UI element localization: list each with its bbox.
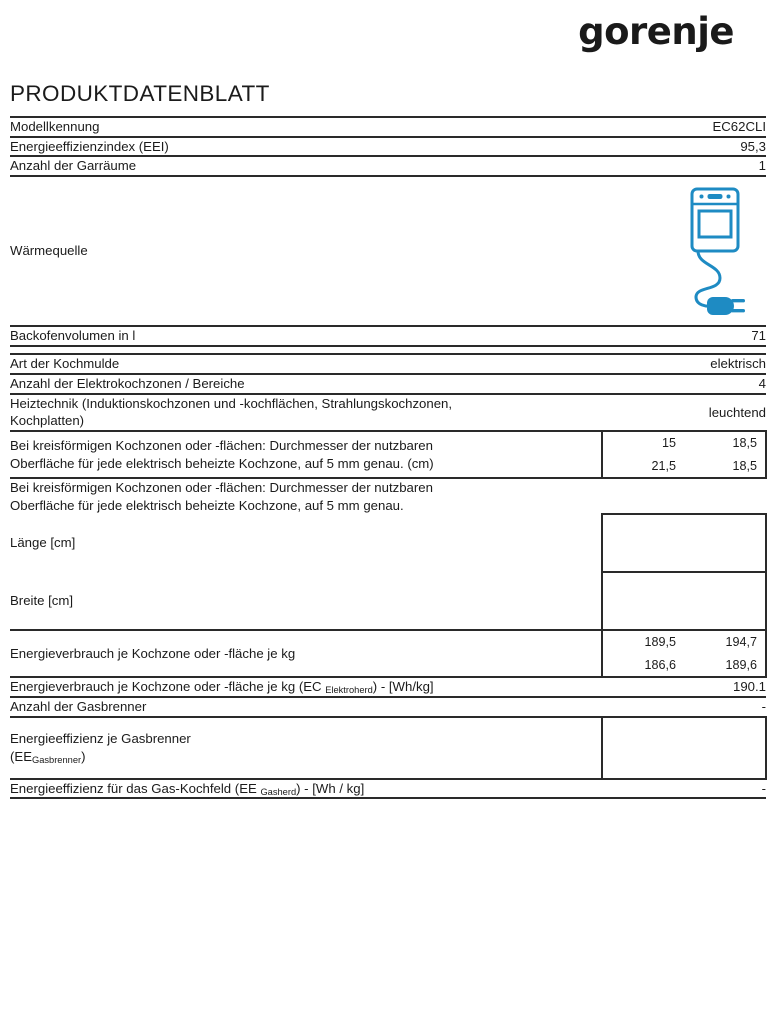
table-row-energy-per-zone bbox=[10, 630, 766, 677]
ee-gasbrenner-line2 bbox=[10, 748, 601, 766]
row-value-energy-per-zone bbox=[602, 630, 766, 677]
row-label-length: Länge [cm] bbox=[10, 535, 76, 551]
row-value-model: EC62CLI bbox=[602, 117, 766, 137]
row-value-diameter-nounit bbox=[602, 478, 766, 515]
diameter-nounit-line2: Oberfläche für jede elektrisch beheizte Kochzone, auf 5 mm genau. bbox=[10, 497, 404, 513]
diameter-nounit-line1: Bei kreisförmigen Kochzonen oder -flächen: Durchmesser der nutzbaren bbox=[10, 479, 433, 495]
ee-gasbrenner-pre: (EE bbox=[10, 748, 32, 764]
table-row-width bbox=[10, 572, 766, 630]
row-value-zones-count: 4 bbox=[602, 374, 766, 394]
row-label-diameter-nounit bbox=[10, 478, 602, 515]
table-row-length bbox=[10, 514, 766, 572]
ec-label-post: ) - [Wh/kg] bbox=[372, 678, 434, 694]
row-label-ec-elektroherd bbox=[10, 677, 602, 697]
table-row-eei bbox=[10, 137, 766, 157]
diameter-grid-row bbox=[603, 432, 765, 454]
brand-header bbox=[0, 0, 776, 62]
diameter-grid-row bbox=[603, 455, 765, 477]
row-value-heating-tech: leuchtend bbox=[602, 394, 766, 432]
ee-gasbrenner-line1: Energieeffizienz je Gasbrenner bbox=[10, 730, 191, 746]
table-row-diameter-cm bbox=[10, 431, 766, 478]
ee-gasherd-pre: Energieeffizienz für das Gas-Kochfeld (EE bbox=[10, 780, 261, 796]
table-row-oven-volume bbox=[10, 326, 766, 346]
row-value-ec-elektroherd: 190.1 bbox=[602, 677, 766, 697]
energy-value-3: 186,6 bbox=[644, 657, 676, 672]
row-label-eei: Energieeffizienzindex (EEI) bbox=[10, 137, 602, 157]
heating-tech-line2: Kochplatten) bbox=[10, 413, 85, 429]
table-row-model bbox=[10, 117, 766, 137]
ec-label-pre: Energieverbrauch je Kochzone oder -fläche je kg (EC bbox=[10, 678, 326, 694]
row-value-heat-source bbox=[602, 176, 766, 326]
row-label-hob-type: Art der Kochmulde bbox=[10, 354, 602, 374]
row-value-ee-gasbrenner bbox=[602, 717, 766, 779]
row-value-oven-volume: 71 bbox=[602, 326, 766, 346]
row-label-width: Breite [cm] bbox=[10, 572, 602, 630]
row-label-ee-gasherd bbox=[10, 779, 602, 799]
table-row-ee-gasherd bbox=[10, 779, 766, 799]
row-value-hob-type: elektrisch bbox=[602, 354, 766, 374]
diameter-value-4: 18,5 bbox=[732, 458, 757, 473]
row-value-cavities: 1 bbox=[602, 156, 766, 176]
ee-gasbrenner-post: ) bbox=[81, 748, 86, 764]
diameter-value-1: 15 bbox=[661, 436, 676, 451]
row-label-model: Modellkennung bbox=[10, 117, 602, 137]
energy-grid-row bbox=[603, 631, 765, 653]
row-label-cavities: Anzahl der Garräume bbox=[10, 156, 602, 176]
row-label-diameter-cm bbox=[10, 431, 602, 478]
table-row-ee-gasbrenner bbox=[10, 717, 766, 779]
row-label-heat-source: Wärmequelle bbox=[10, 176, 602, 326]
table-row-zones-count bbox=[10, 374, 766, 394]
row-value-gas-burners: - bbox=[602, 697, 766, 717]
table-row-gas-burners bbox=[10, 697, 766, 717]
energy-value-2: 194,7 bbox=[725, 635, 757, 650]
table-row-cavities bbox=[10, 156, 766, 176]
row-label-oven-volume: Backofenvolumen in l bbox=[10, 326, 602, 346]
diameter-cm-line2: Oberfläche für jede elektrisch beheizte Kochzone, auf 5 mm genau. (cm) bbox=[10, 455, 434, 471]
oven-with-power-plug-icon bbox=[682, 185, 748, 317]
energy-value-grid bbox=[603, 631, 765, 676]
ee-gasbrenner-sub: Gasbrenner bbox=[31, 754, 82, 765]
diameter-value-grid bbox=[603, 432, 765, 477]
table-row-ec-elektroherd bbox=[10, 677, 766, 697]
table-row-diameter-nounit bbox=[10, 478, 766, 515]
ee-gasherd-post: ) - [Wh / kg] bbox=[296, 780, 365, 796]
row-value-width bbox=[602, 572, 766, 630]
table-row-heat-source bbox=[10, 176, 766, 326]
heating-tech-line1: Heiztechnik (Induktionskochzonen und -kochflächen, Strahlungskochzonen, bbox=[10, 395, 453, 411]
energy-value-4: 189,6 bbox=[725, 657, 757, 672]
row-value-diameter-cm bbox=[602, 431, 766, 478]
ec-label-sub: Elektroherd bbox=[325, 684, 373, 695]
row-label-heating-tech bbox=[10, 394, 602, 432]
row-label-ee-gasbrenner bbox=[10, 717, 602, 779]
diameter-value-2: 18,5 bbox=[732, 436, 757, 451]
table-row-heating-tech bbox=[10, 394, 766, 432]
gorenje-logo: gorenje bbox=[578, 9, 734, 53]
ee-gasherd-sub: Gasherd bbox=[260, 786, 297, 797]
spacer bbox=[10, 346, 766, 354]
datasheet-table bbox=[10, 116, 767, 800]
page-title: PRODUKTDATENBLATT bbox=[10, 81, 270, 106]
row-value-eei: 95,3 bbox=[602, 137, 766, 157]
row-value-length bbox=[602, 514, 766, 572]
energy-grid-row bbox=[603, 654, 765, 676]
table-row-hob-type bbox=[10, 354, 766, 374]
row-label-zones-count: Anzahl der Elektrokochzonen / Bereiche bbox=[10, 374, 602, 394]
row-value-ee-gasherd: - bbox=[602, 779, 766, 799]
energy-value-1: 189,5 bbox=[644, 635, 676, 650]
title-section bbox=[0, 62, 776, 116]
row-label-gas-burners: Anzahl der Gasbrenner bbox=[10, 697, 602, 717]
diameter-value-3: 21,5 bbox=[651, 458, 676, 473]
row-label-energy-per-zone: Energieverbrauch je Kochzone oder -fläche je kg bbox=[10, 630, 602, 677]
diameter-cm-line1: Bei kreisförmigen Kochzonen oder -flächen: Durchmesser der nutzbaren bbox=[10, 437, 433, 453]
